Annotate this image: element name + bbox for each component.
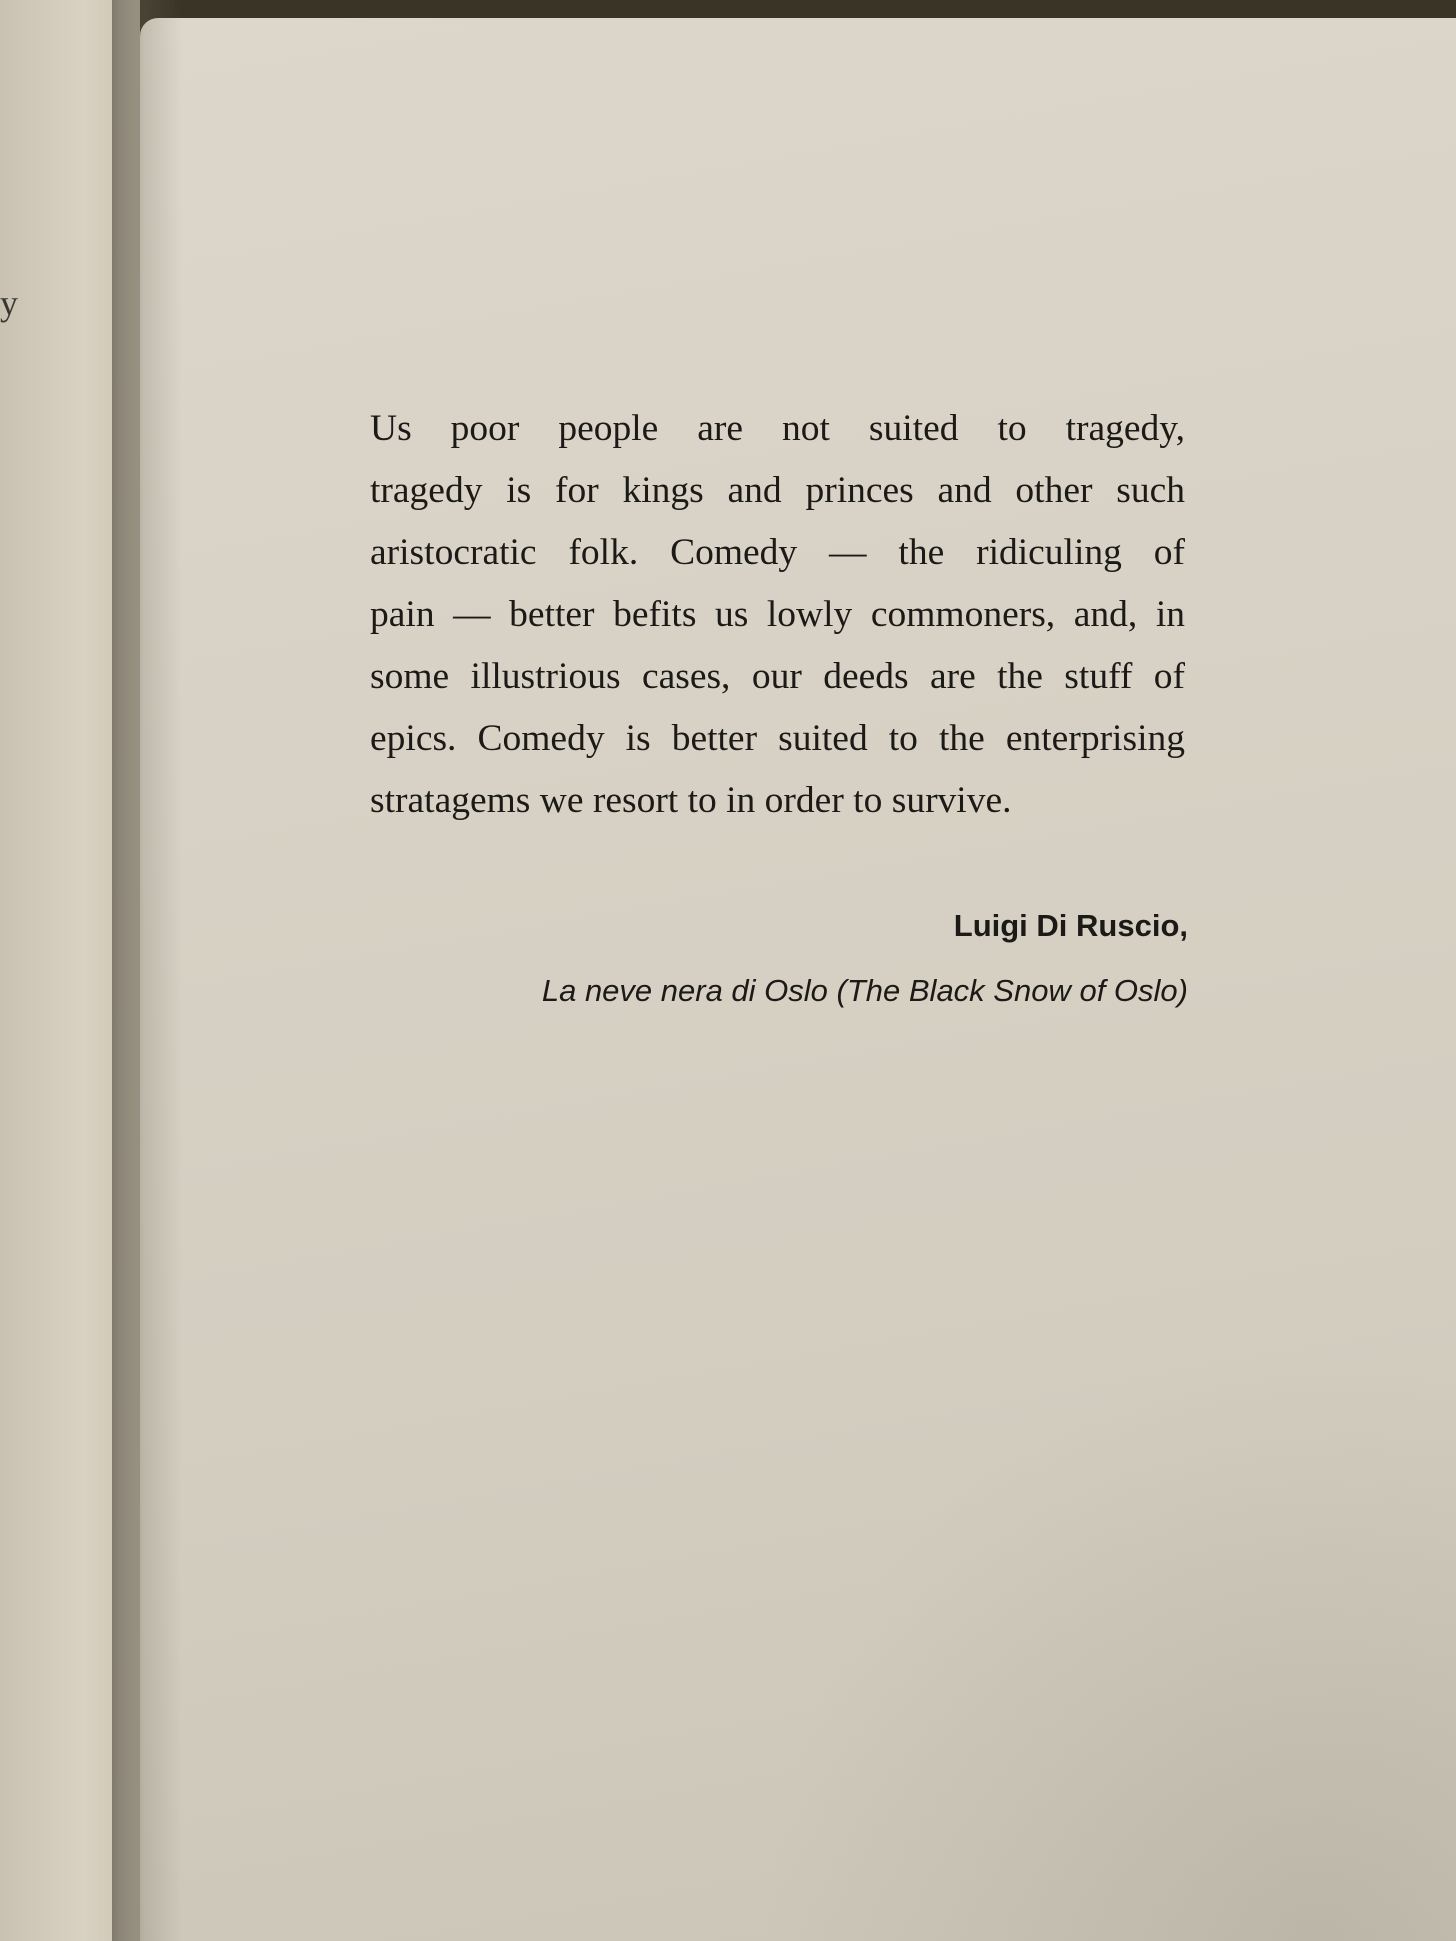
epigraph-line: aristocratic folk. Comedy — the ridiculing of — [370, 532, 1185, 573]
epigraph-line: some illustrious cases, our deeds are the stuff of — [370, 656, 1185, 697]
epigraph-line: pain — better befits us lowly commoners, and, in — [370, 594, 1185, 635]
epigraph-line: epics. Comedy is better suited to the enterprising — [370, 718, 1185, 759]
epigraph-quote — [370, 398, 1185, 832]
epigraph-line: Us poor people are not suited to tragedy, — [370, 408, 1185, 449]
attribution-work-title: La neve nera di Oslo (The Black Snow of Oslo) — [541, 973, 1188, 1008]
epigraph-line: stratagems we resort to in order to survive. — [370, 780, 1012, 821]
left-page-text-fragment: y — [0, 283, 18, 323]
attribution-author: Luigi Di Ruscio, — [953, 908, 1188, 943]
book-gutter — [112, 0, 182, 1941]
page-shadow — [756, 1341, 1456, 1941]
epigraph-line: tragedy is for kings and princes and other such — [370, 470, 1185, 511]
epigraph-attribution — [542, 905, 1188, 1012]
